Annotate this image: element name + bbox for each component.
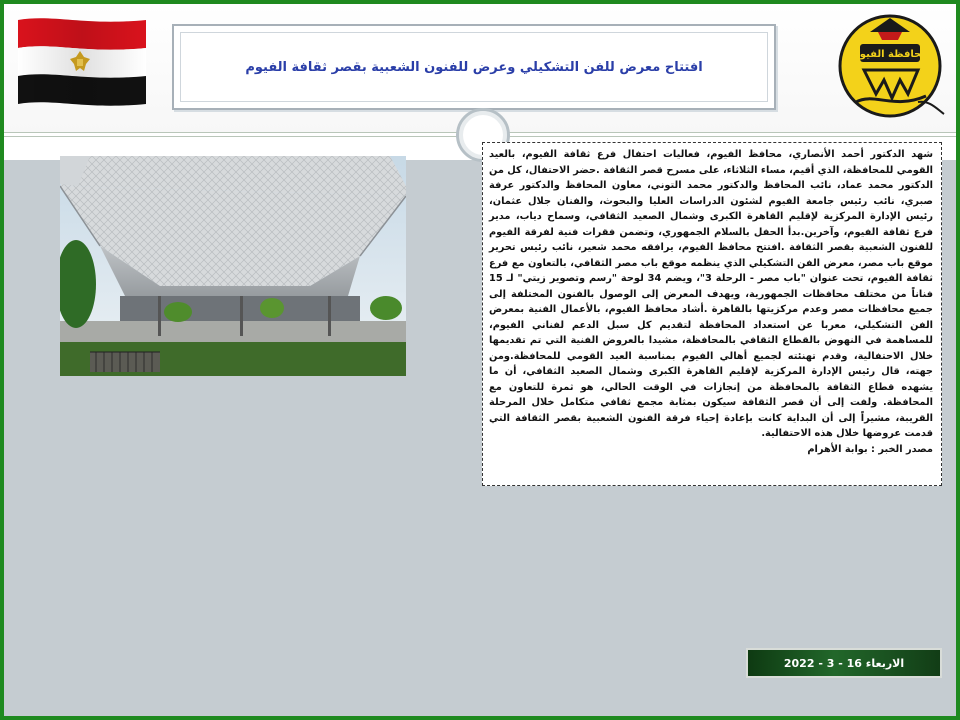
- date-text: الاربعاء 16 - 3 - 2022: [783, 656, 905, 670]
- page-title: افتتاح معرض للفن التشكيلي وعرض للفنون الشعبية بقصر ثقافة الفيوم: [245, 59, 703, 75]
- slide: [4, 4, 956, 716]
- logo-text: محافظة الفيوم: [852, 49, 928, 60]
- article-source: مصدر الخبر : بوابة الأهرام: [807, 443, 933, 455]
- fayoum-governorate-logo: [834, 10, 946, 122]
- egypt-flag-image: [14, 14, 150, 106]
- footer-strip: [4, 672, 956, 716]
- article-body: شهد الدكتور أحمد الأنصاري، محافظ الفيوم، فعاليات احتفال فرع ثقافة الفيوم، بالعيد القومي للمحافظة، الذي أقيم، مساء الثلاثاء، على مسرح قصر الثقافة .حضر الاحتفال، كل من الدكتور محمد عماد، نائب المحافظ والدكتور محمد التوني، معاون المحافظ والدكتور عرفة صبري، نائب رئيس جامعة الفيوم لشئون الدراسات العليا والبحوث، والفنان جلال عثمان، رئيس الإدارة المركزية لإقليم القاهرة الكبرى وشمال الصعيد الثقافي، وسماح دياب، مدير فرع ثقافة الفيوم، وآخرين.بدأ الحفل بالسلام الجمهوري، وتضمن فقرات فنية لفرقة الفيوم للفنون الشعبية بقصر الثقافة .افتتح محافظ الفيوم، يرافقه محمد شعير، نائب رئيس تحرير موقع باب مصر، معرض الفن التشكيلي الذي ينظمه موقع باب مصر الثقافي، بالتعاون مع فرع ثقافة الفيوم، تحت عنوان "باب مصر - الرحلة 3"، ويضم 34 لوحة "رسم وتصوير زيتي" لـ 15 فناناً من مختلف محافظات الجمهورية، ويهدف المعرض إلى الوصول بالفنون المختلفة إلى جميع محافظات مصر وعدم مركزيتها بالقاهرة .أشاد محافظ الفيوم، بالأعمال الفنية بمعرض الفن التشكيلي، معربا عن استعداد المحافظة لتقديم كل سبل الدعم لفناني الفيوم، للمساهمة في النهوض بالقطاع الثقافي بالمحافظة، مشيدا بالعروض الفنية التي تم تقديمها خلال الاحتفالية، وقدم تهنئته لجميع أهالي الفيوم بمناسبة العيد القومي للمحافظة.ومن جهته، قال رئيس الإدارة المركزية لإقليم القاهرة الكبرى وشمال الصعيد الثقافي، أن ما يشهده قطاع الثقافة بالمحافظة من إنجازات في الوقت الحالي، هو ثمرة للتعاون مع المحافظة. ولفت إلى أن قصر الثقافة سيكون بمثابة مجمع ثقافي متكامل خلال المرحلة القريبة، مشيراً إلى أن البداية كانت بإعادة إحياء فرقة الفنون الشعبية بقصر الثقافة التي قدمت عروضها خلال هذه الاحتفالية.: [489, 149, 933, 439]
- title-frame: [180, 32, 768, 102]
- culture-palace-photo: [60, 156, 406, 376]
- article-box: [482, 142, 942, 486]
- title-box: [172, 24, 776, 110]
- date-badge: [746, 648, 942, 678]
